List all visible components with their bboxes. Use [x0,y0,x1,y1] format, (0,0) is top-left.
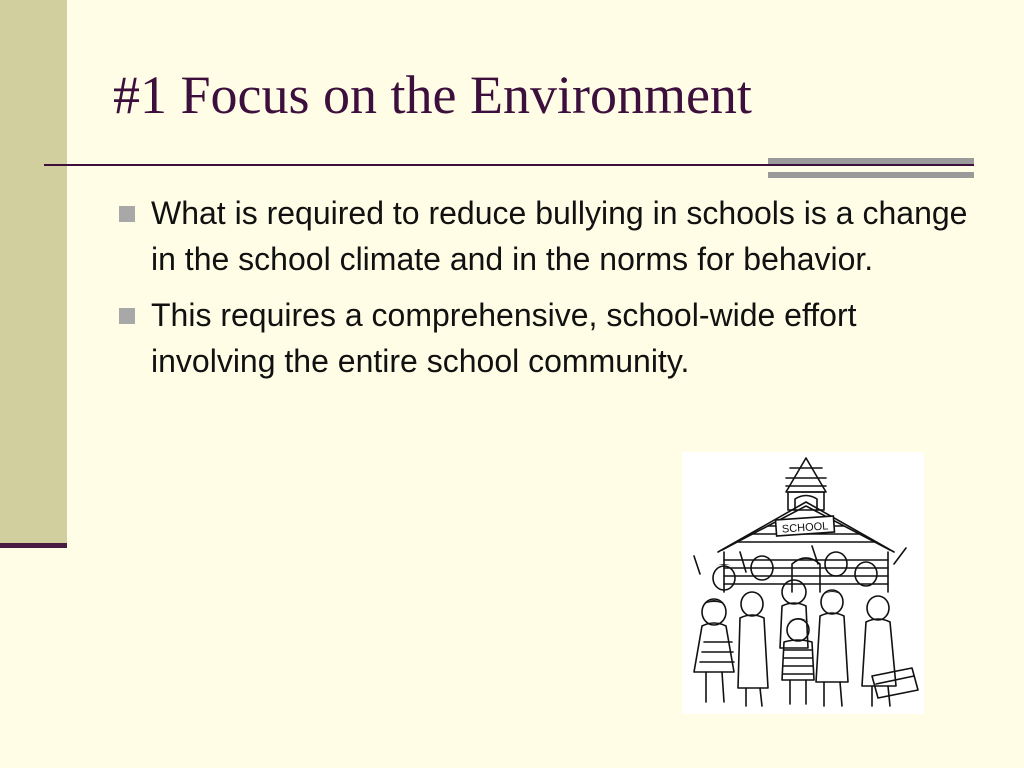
school-community-illustration [682,452,924,714]
divider-accent-bottom [768,172,974,178]
bullet-text: This requires a comprehensive, school-wide effort involving the entire school community. [151,297,857,379]
bullet-item [116,190,976,282]
bullet-text: What is required to reduce bullying in schools is a change in the school climate and in the norms for behavior. [151,195,968,277]
square-bullet-icon [119,206,135,222]
school-sign-text: SCHOOL [781,520,829,536]
left-band-underline [0,543,67,548]
title-divider [44,164,974,166]
slide-title: #1 Focus on the Environment [113,65,752,125]
square-bullet-icon [119,308,135,324]
school-clipart-icon [682,452,924,714]
left-decorative-band [0,0,67,543]
bullet-list [116,190,976,394]
bullet-item [116,292,976,384]
divider-accent-top [768,158,974,164]
